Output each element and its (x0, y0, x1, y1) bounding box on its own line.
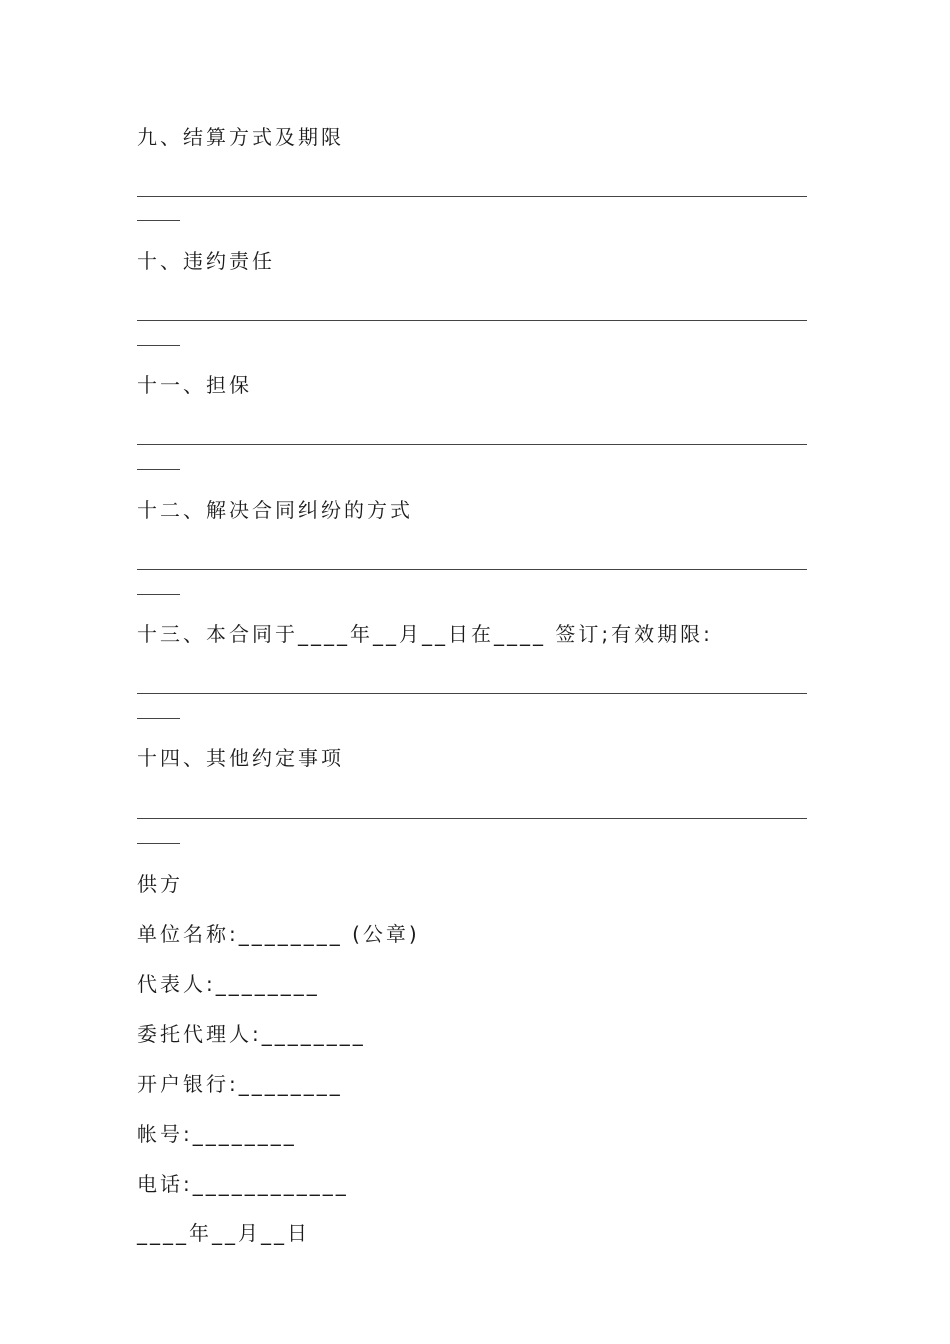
fill-line (137, 693, 807, 694)
fill-line-end (137, 220, 180, 221)
supplier-representative: 代表人:________ (137, 972, 320, 996)
fill-line-end (137, 843, 180, 844)
fill-line (137, 818, 807, 819)
supplier-account: 帐号:________ (137, 1122, 297, 1146)
fill-line-end (137, 469, 180, 470)
supplier-unit-name: 单位名称:________ (公章) (137, 922, 420, 946)
fill-line-end (137, 345, 180, 346)
supplier-phone: 电话:____________ (137, 1172, 349, 1196)
section-heading-12: 十二、解决合同纠纷的方式 (137, 498, 413, 522)
fill-line-end (137, 594, 180, 595)
supplier-bank: 开户银行:________ (137, 1072, 343, 1096)
fill-line (137, 444, 807, 445)
section-heading-14: 十四、其他约定事项 (137, 746, 344, 770)
fill-line (137, 320, 807, 321)
fill-line (137, 569, 807, 570)
section-heading-11: 十一、担保 (137, 373, 252, 397)
section-heading-10: 十、违约责任 (137, 249, 275, 273)
fill-line (137, 196, 807, 197)
supplier-date: ____年__月__日 (137, 1221, 310, 1245)
supplier-agent: 委托代理人:________ (137, 1022, 366, 1046)
supplier-title: 供方 (137, 872, 183, 896)
section-heading-13: 十三、本合同于____年__月__日在____ 签订;有效期限: (137, 622, 713, 646)
section-heading-9: 九、结算方式及期限 (137, 125, 344, 149)
fill-line-end (137, 718, 180, 719)
